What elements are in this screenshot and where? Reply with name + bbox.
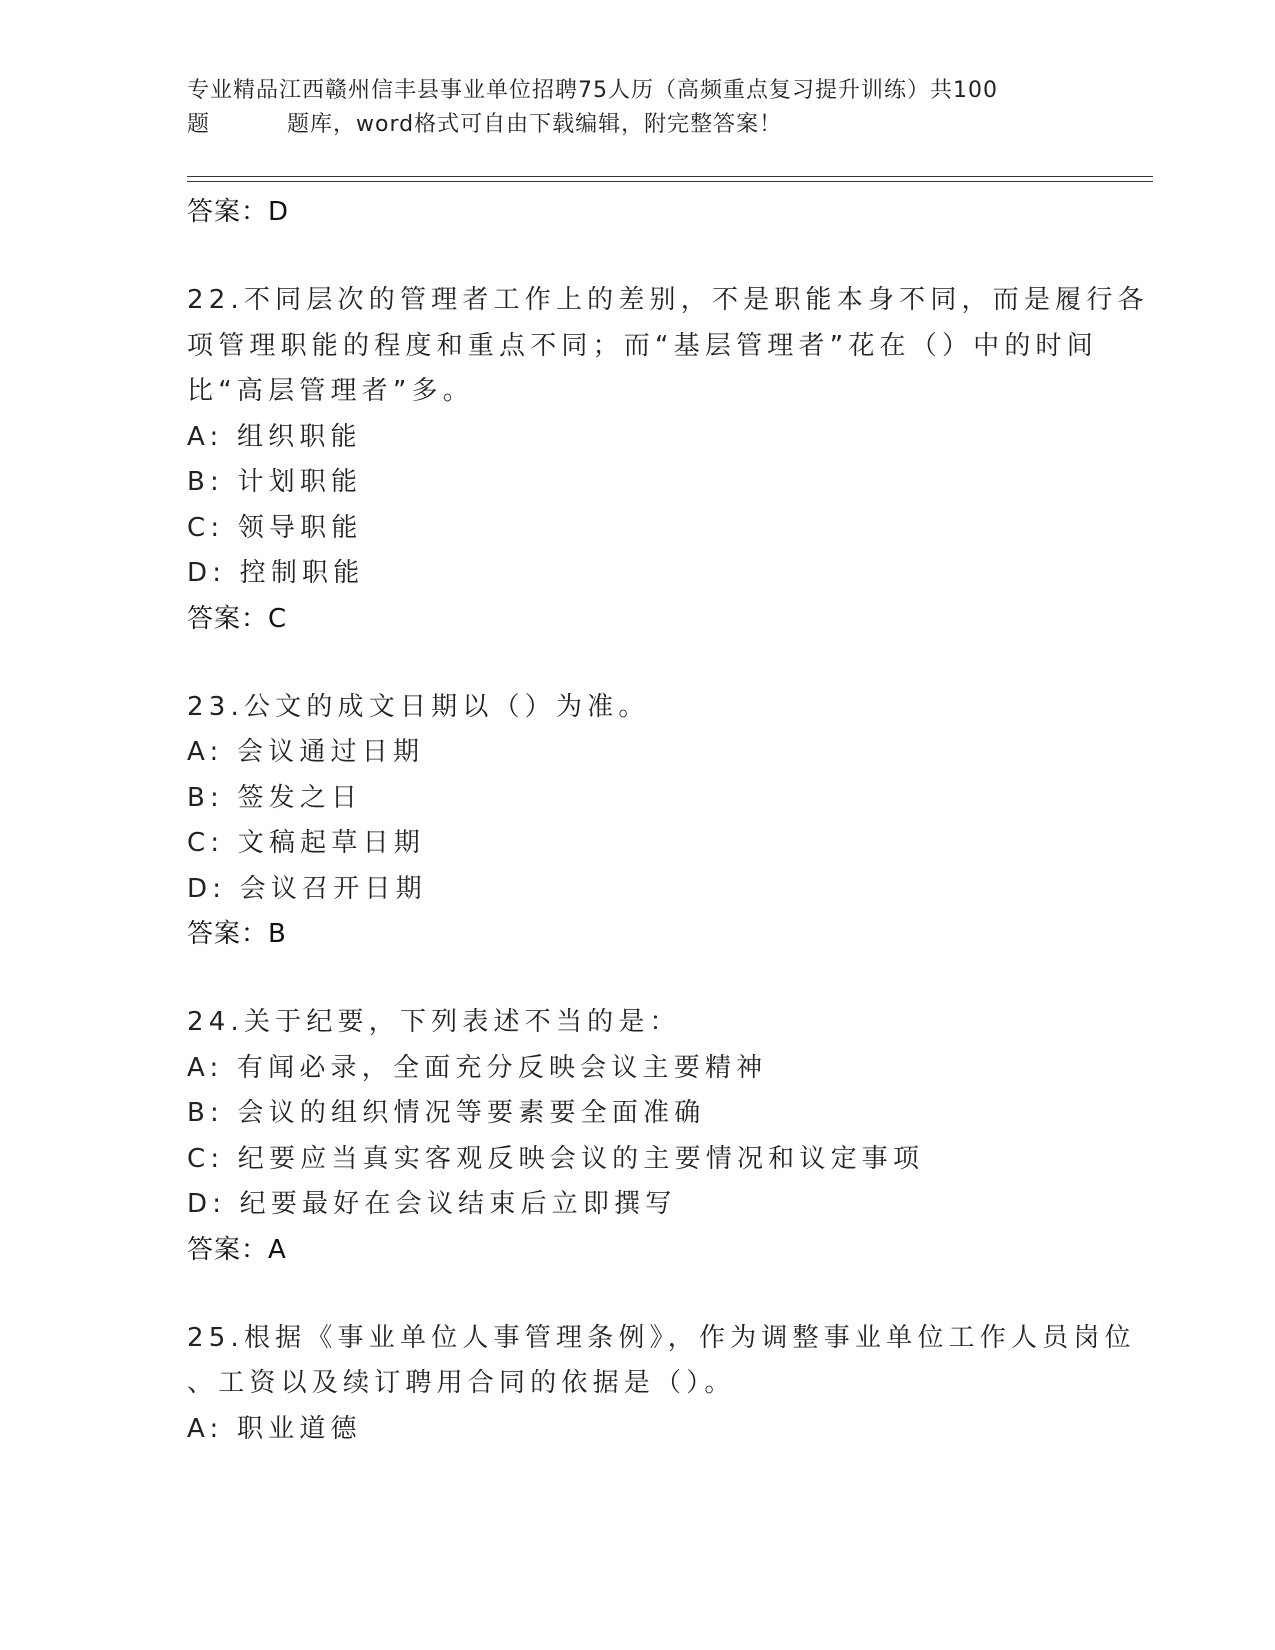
page-header — [187, 74, 1067, 142]
header-line-2-prefix: 题 — [187, 112, 211, 137]
previous-answer: 答案：D — [187, 197, 290, 227]
question-text — [187, 1316, 1136, 1407]
question-line: 24.关于纪要，下列表述不当的是： — [187, 1007, 681, 1037]
option-c: C: 文稿起草日期 — [187, 828, 425, 858]
option-d: D: 会议召开日期 — [187, 873, 427, 904]
question-22 — [187, 278, 1149, 641]
option-b: B: 计划职能 — [187, 467, 363, 497]
question-text — [187, 685, 1087, 731]
question-line: 22.不同层次的管理者工作上的差别，不是职能本身不同，而是履行各 — [187, 285, 1149, 315]
spacer — [187, 641, 1087, 685]
header-line-2-text: 题库，word格式可自由下载编辑，附完整答案！ — [287, 112, 783, 137]
option-a: A: 有闻必录，全面充分反映会议主要精神 — [187, 1052, 768, 1083]
option-a: A: 职业道德 — [187, 1413, 362, 1444]
question-line: 23.公文的成文日期以（）为准。 — [187, 691, 650, 722]
spacer — [187, 1272, 1087, 1316]
option-c: C: 领导职能 — [187, 512, 363, 543]
option-a: A: 会议通过日期 — [187, 737, 425, 767]
header-rule-bottom — [187, 181, 1153, 182]
question-line: 比“高层管理者”多。 — [187, 376, 474, 406]
question-line: 25.根据《事业单位人事管理条例》，作为调整事业单位工作人员岗位 — [187, 1322, 1136, 1353]
question-text — [187, 1000, 1087, 1046]
header-rule-top — [187, 176, 1153, 177]
spacer — [187, 234, 1087, 278]
question-line: 项管理职能的程度和重点不同；而“基层管理者”花在（）中的时间 — [187, 330, 1098, 361]
option-c: C: 纪要应当真实客观反映会议的主要情况和议定事项 — [187, 1143, 925, 1174]
header-line-2 — [187, 108, 1067, 142]
question-list — [187, 190, 1149, 1452]
answer: 答案：A — [187, 1234, 287, 1265]
option-a: A: 组织职能 — [187, 421, 362, 452]
option-d: D: 纪要最好在会议结束后立即撰写 — [187, 1189, 677, 1219]
question-24 — [187, 1000, 1087, 1272]
question-text — [187, 278, 1149, 415]
question-line: 、工资以及续订聘用合同的依据是（）。 — [187, 1368, 736, 1398]
answer: 答案：B — [187, 919, 287, 949]
option-b: B: 签发之日 — [187, 782, 363, 813]
question-23 — [187, 685, 1087, 957]
header-line-1: 专业精品江西赣州信丰县事业单位招聘75人历（高频重点复习提升训练）共100 — [187, 78, 998, 103]
answer: 答案：C — [187, 603, 288, 634]
option-d: D: 控制职能 — [187, 558, 365, 588]
spacer — [187, 956, 1087, 1000]
option-b: B: 会议的组织情况等要素要全面准确 — [187, 1098, 706, 1128]
question-25 — [187, 1316, 1136, 1453]
